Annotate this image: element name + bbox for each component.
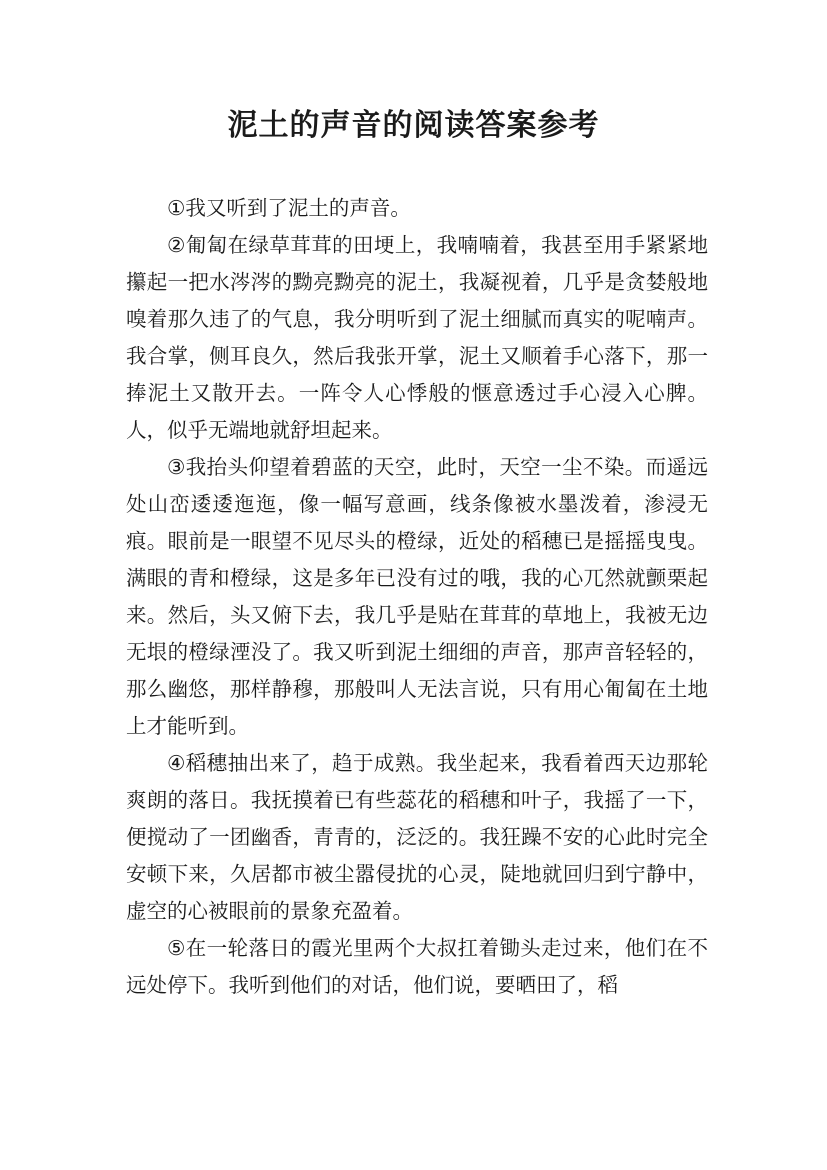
document-title: 泥土的声音的阅读答案参考 — [227, 108, 600, 143]
paragraph-3: ③我抬头仰望着碧蓝的天空，此时，天空一尘不染。而遥远处山峦逶逶迤迤，像一幅写意画，线条像被水墨泼着，渗浸无痕。眼前是一眼望不见尽头的橙绿，近处的稻穗已是摇摇曳曳。满眼的青和橙绿，这是多年已没有过的哦，我的心兀然就颤栗起来。然后，头又俯下去，我几乎是贴在茸茸的草地上，我被无边无垠的橙绿湮没了。我又听到泥土细细的声音，那声音轻轻的，那么幽悠，那样静穆，那般叫人无法言说，只有用心匍匐在土地上才能听到。 — [126, 455, 708, 738]
paragraph-2: ②匍匐在绿草茸茸的田埂上，我喃喃着，我甚至用手紧紧地攥起一把水涔涔的黝亮黝亮的泥土，我凝视着，几乎是贪婪般地嗅着那久违了的气息，我分明听到了泥土细腻而真实的呢喃声。我合掌，侧耳良久，然后我张开掌，泥土又顺着手心落下，那一捧泥土又散开去。一阵令人心悸般的惬意透过手心浸入心脾。人，似乎无端地就舒坦起来。 — [126, 233, 708, 442]
paragraph-1: ①我又听到了泥土的声音。 — [167, 196, 411, 220]
paragraph-4: ④稻穗抽出来了，趋于成熟。我坐起来，我看着西天边那轮爽朗的落日。我抚摸着已有些蕊花的稻穗和叶子，我摇了一下，便搅动了一团幽香，青青的，泛泛的。我狂躁不安的心此时完全安顿下来，久居都市被尘嚣侵扰的心灵，陡地就回归到宁静中，虚空的心被眼前的景象充盈着。 — [126, 751, 708, 923]
document-body — [126, 190, 708, 1004]
paragraph-5: ⑤在一轮落日的霞光里两个大叔扛着锄头走过来，他们在不远处停下。我听到他们的对话，他们说，要晒田了，稻 — [126, 936, 708, 997]
